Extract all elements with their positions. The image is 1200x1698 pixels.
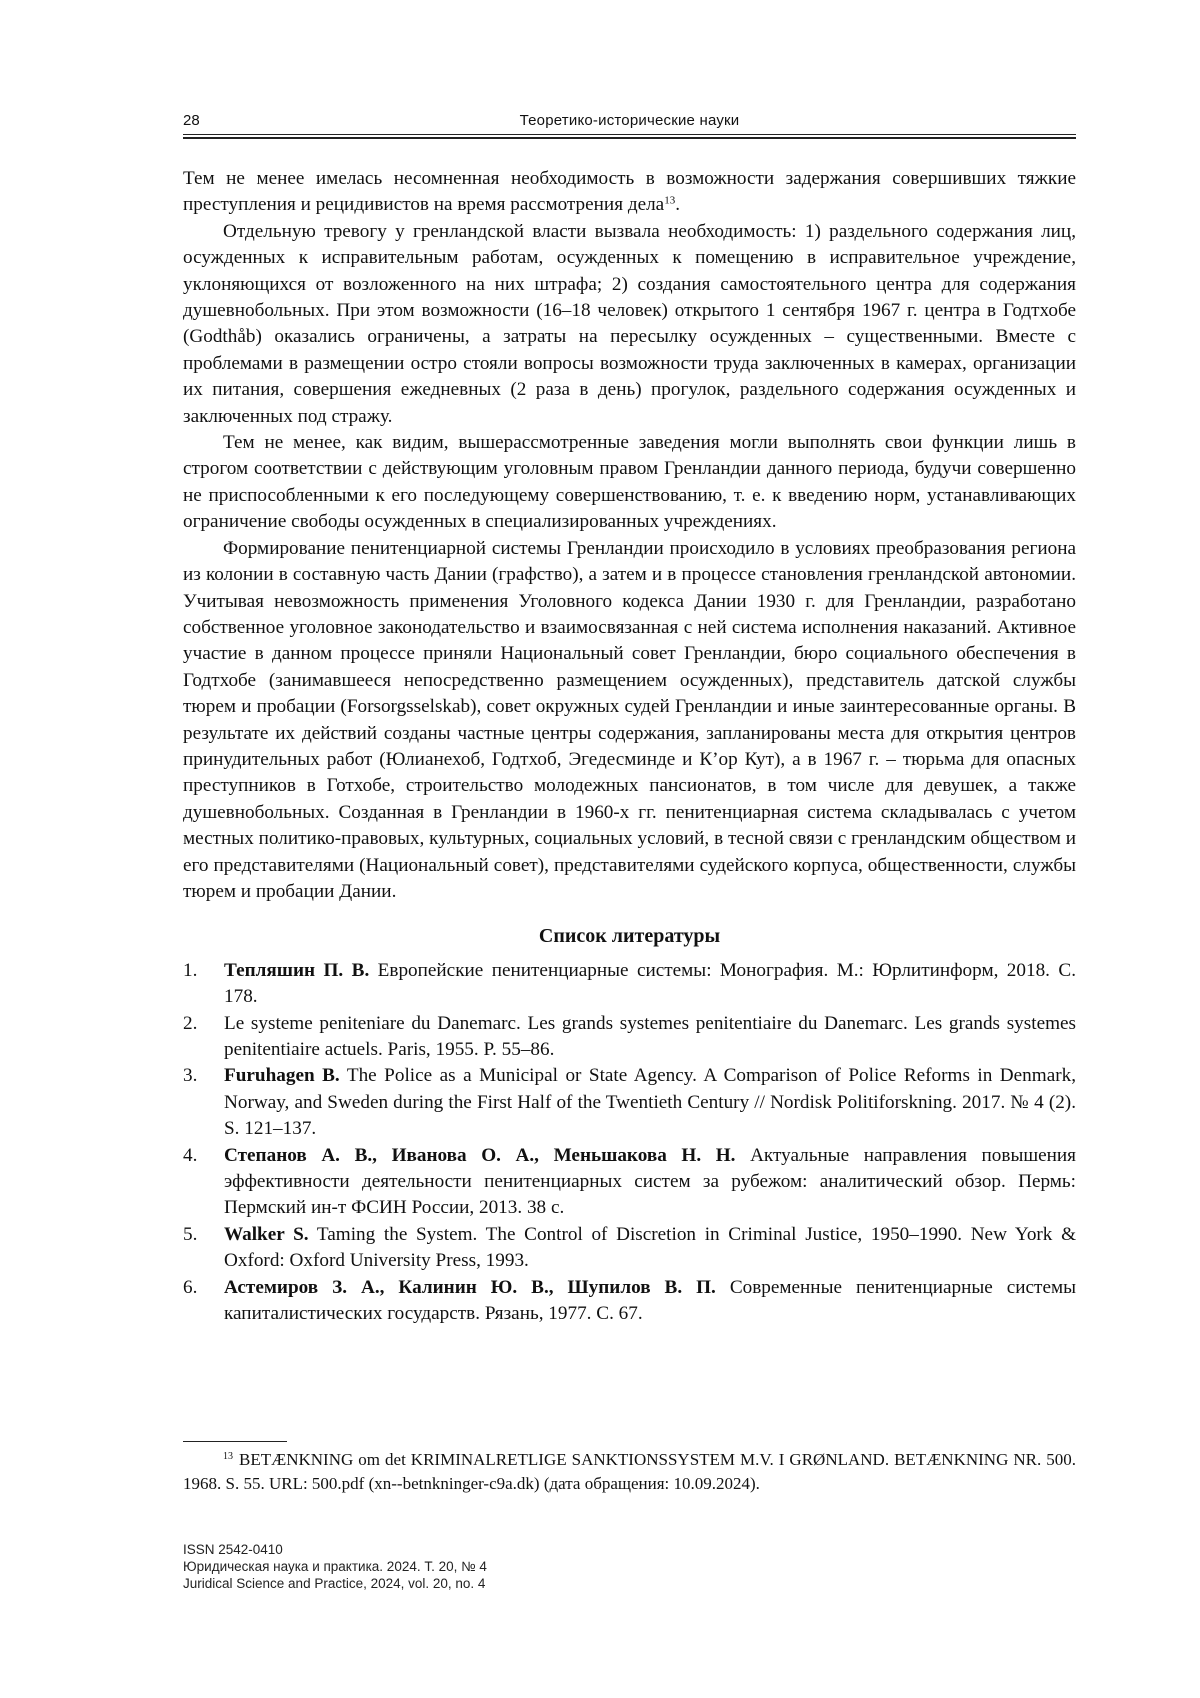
reference-item (183, 1143, 1076, 1222)
paragraph-1-text: Тем не менее имелась несомненная необходимость в возможности задержания совершивших тяжкие преступления и рецидивистов на время рассмотрения дела (183, 168, 1076, 216)
reference-number: 4. (183, 1144, 198, 1166)
journal-citation-en: Juridical Science and Practice, 2024, vol. 20, no. 4 (183, 1576, 486, 1591)
reference-text: Taming the System. The Control of Discretion in Criminal Justice, 1950–1990. New York & Oxford: Oxford University Press, 1993. (224, 1223, 1076, 1272)
reference-number: 3. (183, 1065, 198, 1087)
reference-item (183, 1011, 1076, 1064)
reference-number: 1. (183, 959, 198, 981)
footnote-number: 13 (223, 1451, 233, 1462)
reference-text: Современные пенитенциарные системы капиталистических государств. Рязань, 1977. С. 67. (224, 1276, 1076, 1325)
paragraph-2: Отдельную тревогу у гренландской власти вызвала необходимость: 1) раздельного содержания лиц, осужденных к исправительным работам, осужденных к помещению в исправительное учреждение, уклоняющихся от возложенного на них штрафа; 2) создания самостоятельного центра для содержания душевнобольных. При этом возможности (16–18 человек) открытого 1 сентября 1967 г. центра в Годтхобе (Godthåb) оказались ограничены, а затраты на пересылку осужденных – существенными. Вместе с проблемами в размещении остро стояли вопросы возможности труда заключенных в камерах, организации их питания, совершения ежедневных (2 раза в день) прогулок, раздельного содержания осужденных и заключенных под стражу. (183, 220, 1076, 427)
reference-text: Le systeme peniteniare du Danemarc. Les grands systemes penitentiaire du Danemarc. Les grands systemes penitentiaire actuels. Paris, 1955. P. 55–86. (224, 1012, 1076, 1060)
paragraph-3: Тем не менее, как видим, вышерассмотренные заведения могли выполнять свои функции лишь в строгом соответствии с действующим уголовным правом Гренландии данного периода, будучи совершенно не приспособленными к его последующему совершенствованию, т. е. к введению норм, устанавливающих ограничение свободы осужденных в специализированных учреждениях. (183, 432, 1076, 533)
reference-text: The Police as a Municipal or State Agency. A Comparison of Police Reforms in Denmark, Norway, and Sweden during the First Half of the Twentieth Century // Nordisk Politiforskning. 2017. № 4 (2). S. 121–137. (224, 1065, 1076, 1140)
reference-number: 2. (183, 1012, 198, 1034)
issn: ISSN 2542-0410 (183, 1542, 283, 1557)
reference-text: Актуальные направления повышения эффективности деятельности пенитенциарных систем за рубежом: аналитический обзор. Пермь: Пермский ин-т ФСИН России, 2013. 38 с. (224, 1144, 1076, 1219)
reference-text: Европейские пенитенциарные системы: Монография. М.: Юрлитинформ, 2018. С. 178. (224, 959, 1076, 1008)
footnote-separator (183, 1441, 287, 1442)
footnote-text: BETÆNKNING om det KRIMINALRETLIGE SANKTIONSSYSTEM M.V. I GRØNLAND. BETÆNKNING NR. 500. 1968. S. 55. URL: 500.pdf (xn--betnkninger-c9a.dk) (дата обращения: 10.09.2024). (183, 1450, 1076, 1493)
page-number: 28 (183, 112, 200, 129)
reference-number: 5. (183, 1223, 198, 1245)
reference-author: Тепляшин П. В. (224, 959, 370, 981)
reference-item (183, 1063, 1076, 1142)
reference-number: 6. (183, 1276, 198, 1298)
article-body (183, 166, 1076, 1327)
reference-author: Степанов А. В., Иванова О. А., Меньшакова Н. Н. (224, 1144, 736, 1166)
reference-item (183, 1275, 1076, 1328)
header-rule-thin (183, 134, 1076, 135)
reference-author: Walker S. (224, 1223, 309, 1245)
references-heading: Список литературы (538, 925, 721, 948)
paragraph-1-end: . (675, 194, 680, 216)
journal-imprint (183, 1541, 683, 1592)
journal-citation-ru: Юридическая наука и практика. 2024. Т. 20, № 4 (183, 1559, 487, 1574)
footnote-13 (183, 1448, 1076, 1496)
references-list (183, 958, 1076, 1328)
running-head (183, 112, 1076, 134)
reference-item (183, 958, 1076, 1011)
footnote-ref-13[interactable]: 13 (664, 194, 676, 207)
header-rule-thick (183, 137, 1076, 139)
section-title: Теоретико-исторические науки (519, 112, 740, 129)
reference-author: Астемиров З. А., Калинин Ю. В., Шупилов В. П. (224, 1276, 716, 1298)
paragraph-1 (183, 166, 1076, 219)
reference-item (183, 1222, 1076, 1275)
reference-author: Furuhagen B. (224, 1065, 340, 1087)
paragraph-4: Формирование пенитенциарной системы Гренландии происходило в условиях преобразования региона из колонии в составную часть Дании (графство), а затем и в процессе становления гренландской автономии. Учитывая невозможность применения Уголовного кодекса Дании 1930 г. для Гренландии, разработано собственное уголовное законодательство и взаимосвязанная с ней система исполнения наказаний. Активное участие в данном процессе приняли Национальный совет Гренландии, бюро социального обеспечения в Годтхобе (занимавшееся непосредственно размещением осужденных), представитель датской службы тюрем и пробации (Forsorgsselskab), совет окружных судей Гренландии и иные заинтересованные органы. В результате их действий созданы частные центры содержания, запланированы места для открытия центров принудительных работ (Юлианехоб, Годтхоб, Эгедесминде и К’ор Кут), а в 1967 г. – тюрьма для опасных преступников в Готхобе, строительство молодежных пансионатов, в том числе для девушек, а также душевнобольных. Созданная в Гренландии в 1960-х гг. пенитенциарная система складывалась с учетом местных политико-правовых, культурных, социальных условий, в тесной связи с гренландским обществом и его представителями (Национальный совет), представителями судейского корпуса, общественности, службы тюрем и пробации Дании. (183, 537, 1076, 902)
